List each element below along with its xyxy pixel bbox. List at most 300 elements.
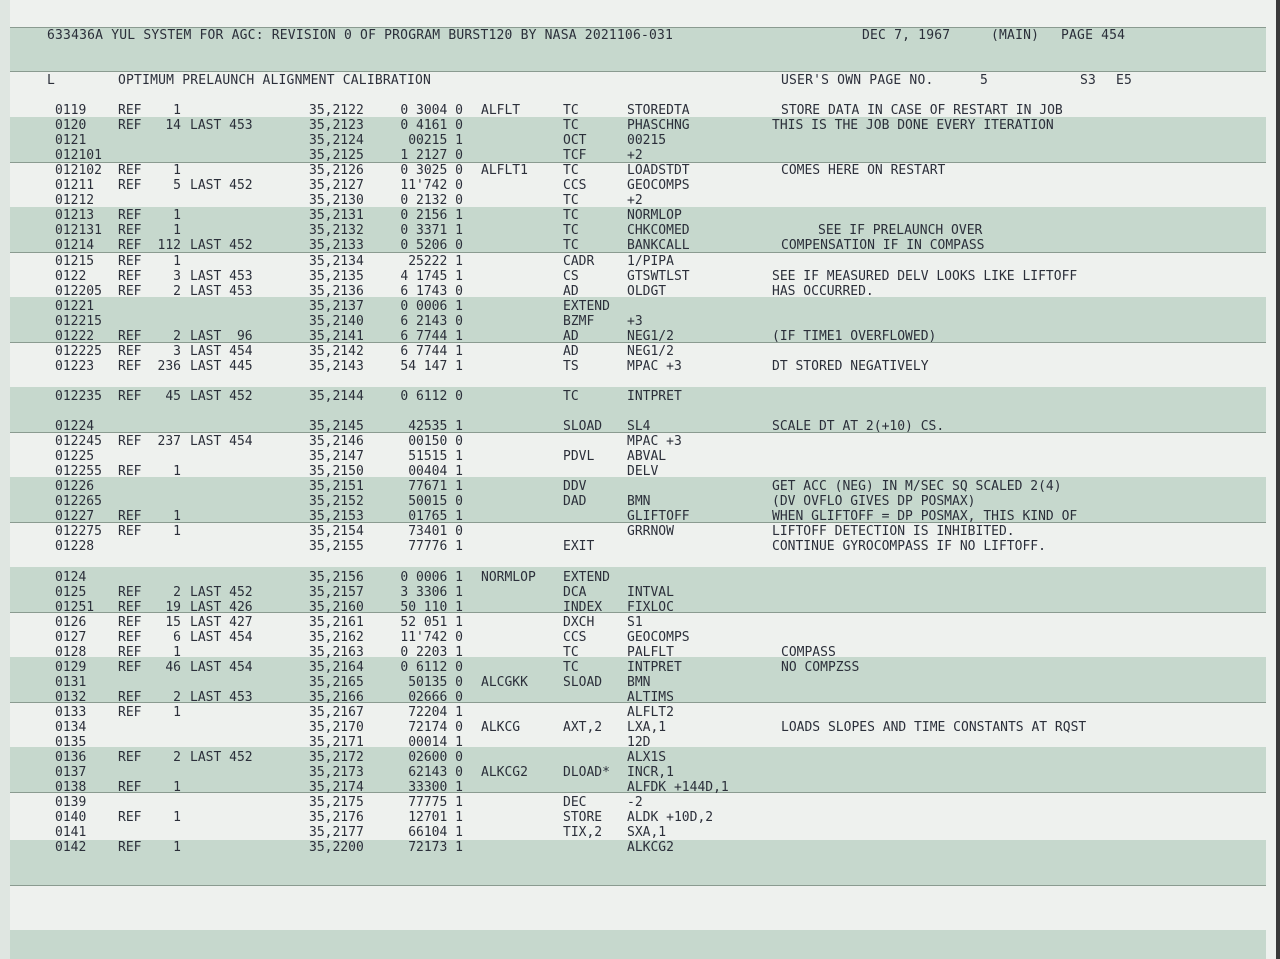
location: 012102 bbox=[55, 163, 102, 178]
operand: INTPRET bbox=[627, 660, 682, 675]
location: 012235 bbox=[55, 389, 102, 404]
ref-tag: REF bbox=[118, 118, 142, 133]
opcode: STORE bbox=[563, 810, 603, 825]
ref-count: 46 bbox=[165, 660, 181, 675]
address: 35,2134 bbox=[309, 254, 364, 269]
opcode: TC bbox=[563, 660, 579, 675]
location: 01223 bbox=[55, 359, 95, 374]
opcode: TC bbox=[563, 238, 579, 253]
octal-word: 6 2143 0 bbox=[400, 314, 463, 329]
listing-row bbox=[0, 344, 1280, 359]
ref-tag: REF bbox=[118, 585, 142, 600]
listing-row bbox=[0, 840, 1280, 855]
address: 35,2150 bbox=[309, 464, 364, 479]
location: 012205 bbox=[55, 284, 102, 299]
octal-word: 0 4161 0 bbox=[400, 118, 463, 133]
listing-row bbox=[0, 404, 1280, 419]
address: 35,2133 bbox=[309, 238, 364, 253]
users-page-number: 5 bbox=[980, 73, 989, 88]
address: 35,2136 bbox=[309, 284, 364, 299]
location: 0135 bbox=[55, 735, 87, 750]
opcode: CADR bbox=[563, 254, 595, 269]
ref-count: 3 bbox=[173, 344, 181, 359]
octal-word: 0 2156 1 bbox=[400, 208, 463, 223]
address: 35,2160 bbox=[309, 600, 364, 615]
label: ALFLT1 bbox=[481, 163, 528, 178]
listing-row bbox=[0, 765, 1280, 780]
operand: SXA,1 bbox=[627, 825, 667, 840]
listing-row bbox=[0, 299, 1280, 314]
ref-tag: REF bbox=[118, 750, 142, 765]
address: 35,2165 bbox=[309, 675, 364, 690]
operand: ALX1S bbox=[627, 750, 667, 765]
listing-row bbox=[0, 479, 1280, 494]
listing-row bbox=[0, 630, 1280, 645]
ref-tag: REF bbox=[118, 103, 142, 118]
operand: ALDK +10D,2 bbox=[627, 810, 714, 825]
comment: HAS OCCURRED. bbox=[772, 284, 874, 299]
address: 35,2145 bbox=[309, 419, 364, 434]
address: 35,2140 bbox=[309, 314, 364, 329]
address: 35,2137 bbox=[309, 299, 364, 314]
ref-tag: REF bbox=[118, 524, 142, 539]
ref-tag: REF bbox=[118, 238, 142, 253]
ref-count: 237 bbox=[157, 434, 181, 449]
listing-row bbox=[0, 133, 1280, 148]
location: 0139 bbox=[55, 795, 87, 810]
address: 35,2170 bbox=[309, 720, 364, 735]
address: 35,2167 bbox=[309, 705, 364, 720]
ref-tag: REF bbox=[118, 284, 142, 299]
address: 35,2200 bbox=[309, 840, 364, 855]
opcode: SLOAD bbox=[563, 419, 603, 434]
address: 35,2176 bbox=[309, 810, 364, 825]
listing-row bbox=[0, 419, 1280, 434]
octal-word: 11'742 0 bbox=[400, 630, 463, 645]
listing-row bbox=[0, 434, 1280, 449]
location: 0138 bbox=[55, 780, 87, 795]
location: 0128 bbox=[55, 645, 87, 660]
opcode: INDEX bbox=[563, 600, 603, 615]
ref-tag: REF bbox=[118, 223, 142, 238]
location: 012275 bbox=[55, 524, 102, 539]
address: 35,2143 bbox=[309, 359, 364, 374]
opcode: PDVL bbox=[563, 449, 595, 464]
opcode: CCS bbox=[563, 178, 587, 193]
listing-row bbox=[0, 464, 1280, 479]
location: 01251 bbox=[55, 600, 95, 615]
location: 01211 bbox=[55, 178, 95, 193]
comment: NO COMPZSS bbox=[781, 660, 860, 675]
operand: GEOCOMPS bbox=[627, 630, 690, 645]
address: 35,2135 bbox=[309, 269, 364, 284]
ref-count: 6 bbox=[173, 630, 181, 645]
location: 012245 bbox=[55, 434, 102, 449]
location: 0137 bbox=[55, 765, 87, 780]
octal-word: 1 2127 0 bbox=[400, 148, 463, 163]
octal-word: 6 7744 1 bbox=[400, 344, 463, 359]
address: 35,2125 bbox=[309, 148, 364, 163]
ref-count: 15 bbox=[165, 615, 181, 630]
octal-word: 00404 1 bbox=[408, 464, 463, 479]
octal-word: 3 3306 1 bbox=[400, 585, 463, 600]
listing-row bbox=[0, 645, 1280, 660]
octal-word: 66104 1 bbox=[408, 825, 463, 840]
location: 012265 bbox=[55, 494, 102, 509]
address: 35,2164 bbox=[309, 660, 364, 675]
last-ref: LAST 453 bbox=[190, 269, 253, 284]
operand: NEG1/2 bbox=[627, 329, 674, 344]
ref-tag: REF bbox=[118, 600, 142, 615]
octal-word: 0 3371 1 bbox=[400, 223, 463, 238]
listing-row bbox=[0, 825, 1280, 840]
address: 35,2162 bbox=[309, 630, 364, 645]
octal-word: 01765 1 bbox=[408, 509, 463, 524]
listing-row bbox=[0, 103, 1280, 118]
location: 01215 bbox=[55, 254, 95, 269]
s-code: S3 bbox=[1080, 73, 1097, 88]
opcode: CS bbox=[563, 269, 579, 284]
location: 0132 bbox=[55, 690, 87, 705]
listing-row bbox=[0, 178, 1280, 193]
last-ref: LAST 453 bbox=[190, 118, 253, 133]
operand: DELV bbox=[627, 464, 659, 479]
octal-word: 72173 1 bbox=[408, 840, 463, 855]
opcode: EXIT bbox=[563, 539, 595, 554]
operand: +3 bbox=[627, 314, 643, 329]
listing-row bbox=[0, 795, 1280, 810]
listing-row bbox=[0, 148, 1280, 163]
location: 01227 bbox=[55, 509, 95, 524]
ref-count: 1 bbox=[173, 254, 181, 269]
opcode: TC bbox=[563, 223, 579, 238]
ref-count: 236 bbox=[157, 359, 181, 374]
address: 35,2142 bbox=[309, 344, 364, 359]
listing-row bbox=[0, 600, 1280, 615]
address: 35,2123 bbox=[309, 118, 364, 133]
opcode: DLOAD* bbox=[563, 765, 610, 780]
address: 35,2132 bbox=[309, 223, 364, 238]
location: 01213 bbox=[55, 208, 95, 223]
ref-count: 1 bbox=[173, 645, 181, 660]
comment: THIS IS THE JOB DONE EVERY ITERATION bbox=[772, 118, 1054, 133]
ref-tag: REF bbox=[118, 645, 142, 660]
operand: FIXLOC bbox=[627, 600, 674, 615]
listing-row bbox=[0, 449, 1280, 464]
paper-rule bbox=[10, 885, 1266, 886]
operand: S1 bbox=[627, 615, 643, 630]
address: 35,2177 bbox=[309, 825, 364, 840]
address: 35,2173 bbox=[309, 765, 364, 780]
ref-count: 112 bbox=[157, 238, 181, 253]
listing-row bbox=[0, 163, 1280, 178]
last-ref: LAST 426 bbox=[190, 600, 253, 615]
location: 012255 bbox=[55, 464, 102, 479]
ref-tag: REF bbox=[118, 615, 142, 630]
listing-row bbox=[0, 810, 1280, 825]
ref-tag: REF bbox=[118, 254, 142, 269]
octal-word: 02600 0 bbox=[408, 750, 463, 765]
ref-count: 1 bbox=[173, 705, 181, 720]
location: 01212 bbox=[55, 193, 95, 208]
address: 35,2124 bbox=[309, 133, 364, 148]
paper-rule bbox=[10, 71, 1266, 72]
last-ref: LAST 454 bbox=[190, 344, 253, 359]
location: 0136 bbox=[55, 750, 87, 765]
operand: ALTIMS bbox=[627, 690, 674, 705]
log-mark: L bbox=[47, 73, 56, 88]
operand: ALFDK +144D,1 bbox=[627, 780, 729, 795]
paper-band bbox=[10, 930, 1266, 959]
ref-tag: REF bbox=[118, 359, 142, 374]
address: 35,2127 bbox=[309, 178, 364, 193]
operand: ALFLT2 bbox=[627, 705, 674, 720]
operand: INTVAL bbox=[627, 585, 674, 600]
location: 0124 bbox=[55, 570, 87, 585]
opcode: TC bbox=[563, 389, 579, 404]
listing-header: 633436A YUL SYSTEM FOR AGC: REVISION 0 OF PROGRAM BURST120 BY NASA 2021106-031 bbox=[47, 28, 674, 43]
ref-count: 5 bbox=[173, 178, 181, 193]
listing-date: DEC 7, 1967 bbox=[862, 28, 951, 43]
users-page-label: USER'S OWN PAGE NO. bbox=[781, 73, 934, 88]
comment: SEE IF MEASURED DELV LOOKS LIKE LIFTOFF bbox=[772, 269, 1078, 284]
location: 0121 bbox=[55, 133, 87, 148]
location: 0119 bbox=[55, 103, 87, 118]
listing-row bbox=[0, 223, 1280, 238]
listing-row bbox=[0, 329, 1280, 344]
ref-count: 45 bbox=[165, 389, 181, 404]
operand: ABVAL bbox=[627, 449, 667, 464]
listing-row bbox=[0, 735, 1280, 750]
label: ALKCG bbox=[481, 720, 521, 735]
operand: ALKCG2 bbox=[627, 840, 674, 855]
address: 35,2131 bbox=[309, 208, 364, 223]
ref-tag: REF bbox=[118, 780, 142, 795]
address: 35,2161 bbox=[309, 615, 364, 630]
ref-count: 2 bbox=[173, 585, 181, 600]
octal-word: 0 0006 1 bbox=[400, 299, 463, 314]
listing-row bbox=[0, 720, 1280, 735]
ref-tag: REF bbox=[118, 329, 142, 344]
last-ref: LAST 452 bbox=[190, 750, 253, 765]
listing-row bbox=[0, 780, 1280, 795]
operand: GEOCOMPS bbox=[627, 178, 690, 193]
label: ALKCG2 bbox=[481, 765, 528, 780]
ref-count: 2 bbox=[173, 750, 181, 765]
location: 01214 bbox=[55, 238, 95, 253]
last-ref: LAST 453 bbox=[190, 690, 253, 705]
operand: CHKCOMED bbox=[627, 223, 690, 238]
address: 35,2154 bbox=[309, 524, 364, 539]
location: 0126 bbox=[55, 615, 87, 630]
last-ref: LAST 454 bbox=[190, 660, 253, 675]
address: 35,2151 bbox=[309, 479, 364, 494]
octal-word: 77776 1 bbox=[408, 539, 463, 554]
location: 0120 bbox=[55, 118, 87, 133]
listing-section: (MAIN) bbox=[991, 28, 1040, 43]
listing-row bbox=[0, 570, 1280, 585]
location: 01221 bbox=[55, 299, 95, 314]
label: ALFLT bbox=[481, 103, 521, 118]
location: 01222 bbox=[55, 329, 95, 344]
comment: WHEN GLIFTOFF = DP POSMAX, THIS KIND OF bbox=[772, 509, 1078, 524]
listing-row bbox=[0, 494, 1280, 509]
octal-word: 33300 1 bbox=[408, 780, 463, 795]
operand: NEG1/2 bbox=[627, 344, 674, 359]
octal-word: 50135 0 bbox=[408, 675, 463, 690]
operand: SL4 bbox=[627, 419, 651, 434]
location: 0142 bbox=[55, 840, 87, 855]
comment: GET ACC (NEG) IN M/SEC SQ SCALED 2(4) bbox=[772, 479, 1062, 494]
last-ref: LAST 452 bbox=[190, 238, 253, 253]
comment: (IF TIME1 OVERFLOWED) bbox=[772, 329, 937, 344]
octal-word: 6 7744 1 bbox=[400, 329, 463, 344]
address: 35,2147 bbox=[309, 449, 364, 464]
last-ref: LAST 452 bbox=[190, 585, 253, 600]
ref-tag: REF bbox=[118, 434, 142, 449]
opcode: SLOAD bbox=[563, 675, 603, 690]
location: 0141 bbox=[55, 825, 87, 840]
octal-word: 54 147 1 bbox=[400, 359, 463, 374]
opcode: TC bbox=[563, 208, 579, 223]
address: 35,2130 bbox=[309, 193, 364, 208]
octal-word: 50 110 1 bbox=[400, 600, 463, 615]
address: 35,2163 bbox=[309, 645, 364, 660]
page-edge bbox=[1276, 0, 1280, 959]
listing-row bbox=[0, 314, 1280, 329]
octal-word: 73401 0 bbox=[408, 524, 463, 539]
ref-tag: REF bbox=[118, 840, 142, 855]
ref-count: 2 bbox=[173, 284, 181, 299]
operand: STOREDTA bbox=[627, 103, 690, 118]
operand: 00215 bbox=[627, 133, 667, 148]
opcode: TC bbox=[563, 163, 579, 178]
octal-word: 00215 1 bbox=[408, 133, 463, 148]
last-ref: LAST 454 bbox=[190, 434, 253, 449]
listing-row bbox=[0, 269, 1280, 284]
operand: OLDGT bbox=[627, 284, 667, 299]
opcode: BZMF bbox=[563, 314, 595, 329]
listing-row bbox=[0, 359, 1280, 374]
last-ref: LAST 452 bbox=[190, 389, 253, 404]
operand: PHASCHNG bbox=[627, 118, 690, 133]
octal-word: 0 2132 0 bbox=[400, 193, 463, 208]
ref-tag: REF bbox=[118, 810, 142, 825]
ref-tag: REF bbox=[118, 660, 142, 675]
octal-word: 02666 0 bbox=[408, 690, 463, 705]
ref-count: 19 bbox=[165, 600, 181, 615]
operand: GRRNOW bbox=[627, 524, 674, 539]
address: 35,2155 bbox=[309, 539, 364, 554]
octal-word: 51515 1 bbox=[408, 449, 463, 464]
location: 01224 bbox=[55, 419, 95, 434]
opcode: DDV bbox=[563, 479, 587, 494]
location: 012225 bbox=[55, 344, 102, 359]
last-ref: LAST 427 bbox=[190, 615, 253, 630]
comment: COMPENSATION IF IN COMPASS bbox=[781, 238, 985, 253]
address: 35,2153 bbox=[309, 509, 364, 524]
operand: LXA,1 bbox=[627, 720, 667, 735]
listing-row bbox=[0, 374, 1280, 389]
ref-count: 1 bbox=[173, 524, 181, 539]
ref-tag: REF bbox=[118, 163, 142, 178]
octal-word: 0 5206 0 bbox=[400, 238, 463, 253]
address: 35,2126 bbox=[309, 163, 364, 178]
ref-count: 1 bbox=[173, 223, 181, 238]
operand: MPAC +3 bbox=[627, 434, 682, 449]
location: 0133 bbox=[55, 705, 87, 720]
operand: PALFLT bbox=[627, 645, 674, 660]
comment: COMPASS bbox=[781, 645, 836, 660]
octal-word: 00014 1 bbox=[408, 735, 463, 750]
ref-tag: REF bbox=[118, 208, 142, 223]
ref-tag: REF bbox=[118, 705, 142, 720]
location: 0131 bbox=[55, 675, 87, 690]
opcode: TC bbox=[563, 103, 579, 118]
ref-count: 1 bbox=[173, 163, 181, 178]
operand: BMN bbox=[627, 675, 651, 690]
octal-word: 52 051 1 bbox=[400, 615, 463, 630]
address: 35,2146 bbox=[309, 434, 364, 449]
location: 01226 bbox=[55, 479, 95, 494]
listing-row bbox=[0, 509, 1280, 524]
location: 01225 bbox=[55, 449, 95, 464]
operand: +2 bbox=[627, 148, 643, 163]
opcode: AXT,2 bbox=[563, 720, 603, 735]
operand: INTPRET bbox=[627, 389, 682, 404]
operand: NORMLOP bbox=[627, 208, 682, 223]
octal-word: 0 2203 1 bbox=[400, 645, 463, 660]
address: 35,2144 bbox=[309, 389, 364, 404]
last-ref: LAST 454 bbox=[190, 630, 253, 645]
location: 0134 bbox=[55, 720, 87, 735]
ref-count: 1 bbox=[173, 103, 181, 118]
opcode: DEC bbox=[563, 795, 587, 810]
location: 0127 bbox=[55, 630, 87, 645]
operand: GLIFTOFF bbox=[627, 509, 690, 524]
octal-word: 25222 1 bbox=[408, 254, 463, 269]
listing-row bbox=[0, 539, 1280, 554]
label: NORMLOP bbox=[481, 570, 536, 585]
octal-word: 72204 1 bbox=[408, 705, 463, 720]
location: 0129 bbox=[55, 660, 87, 675]
operand: BANKCALL bbox=[627, 238, 690, 253]
ref-count: 1 bbox=[173, 509, 181, 524]
operand: INCR,1 bbox=[627, 765, 674, 780]
last-ref: LAST 96 bbox=[190, 329, 253, 344]
listing-row bbox=[0, 690, 1280, 705]
octal-word: 0 3025 0 bbox=[400, 163, 463, 178]
octal-word: 42535 1 bbox=[408, 419, 463, 434]
listing-row bbox=[0, 705, 1280, 720]
listing-row bbox=[0, 660, 1280, 675]
opcode: AD bbox=[563, 284, 579, 299]
listing-row bbox=[0, 675, 1280, 690]
ref-tag: REF bbox=[118, 464, 142, 479]
last-ref: LAST 452 bbox=[190, 178, 253, 193]
ref-count: 3 bbox=[173, 269, 181, 284]
opcode: TC bbox=[563, 193, 579, 208]
listing-row bbox=[0, 238, 1280, 253]
opcode: TS bbox=[563, 359, 579, 374]
octal-word: 0 3004 0 bbox=[400, 103, 463, 118]
location: 0140 bbox=[55, 810, 87, 825]
octal-word: 0 6112 0 bbox=[400, 660, 463, 675]
comment: (DV OVFLO GIVES DP POSMAX) bbox=[772, 494, 976, 509]
opcode: EXTEND bbox=[563, 299, 610, 314]
address: 35,2175 bbox=[309, 795, 364, 810]
e-code: E5 bbox=[1116, 73, 1133, 88]
